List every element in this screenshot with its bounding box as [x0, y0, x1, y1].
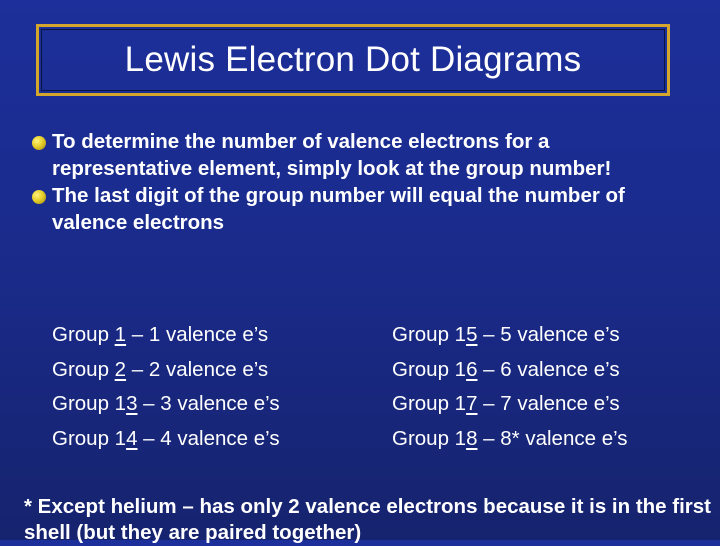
group-row: Group 15 – 5 valence e’s: [392, 323, 620, 346]
group-list-right: [392, 318, 628, 456]
footnote: * Except helium – has only 2 valence electrons because it is in the first shell (but they are paired together): [24, 495, 712, 544]
slide-title: Lewis Electron Dot Diagrams: [124, 40, 582, 79]
title-box: [36, 24, 670, 96]
bullet-item: [32, 128, 692, 182]
group-row: Group 17 – 7 valence e’s: [392, 392, 620, 415]
bullet-dot-icon: [32, 136, 46, 150]
group-list-left: [52, 318, 280, 456]
group-row: Group 18 – 8* valence e’s: [392, 426, 628, 450]
group-last-digit: 5: [466, 323, 478, 346]
group-last-digit: 6: [466, 357, 478, 381]
group-last-digit: 7: [466, 392, 478, 415]
group-row: Group 14 – 4 valence e’s: [52, 426, 280, 450]
group-row: Group 13 – 3 valence e’s: [52, 392, 280, 415]
group-row: Group 2 – 2 valence e’s: [52, 357, 269, 381]
group-last-digit: 3: [126, 392, 138, 415]
group-last-digit: 1: [114, 323, 127, 346]
bullet-item: [32, 182, 692, 236]
bullet-list: [32, 128, 692, 236]
group-last-digit: 2: [114, 357, 127, 381]
group-row: Group 16 – 6 valence e’s: [392, 357, 620, 381]
group-row: Group 1 – 1 valence e’s: [52, 323, 269, 346]
bullet-text: To determine the number of valence electrons for a representative element, simply look at the group number!: [52, 130, 612, 180]
bullet-dot-icon: [32, 190, 46, 204]
group-last-digit: 8: [466, 426, 478, 450]
bullet-text: The last digit of the group number will equal the number of valence electrons: [52, 184, 625, 234]
group-last-digit: 4: [126, 426, 138, 450]
